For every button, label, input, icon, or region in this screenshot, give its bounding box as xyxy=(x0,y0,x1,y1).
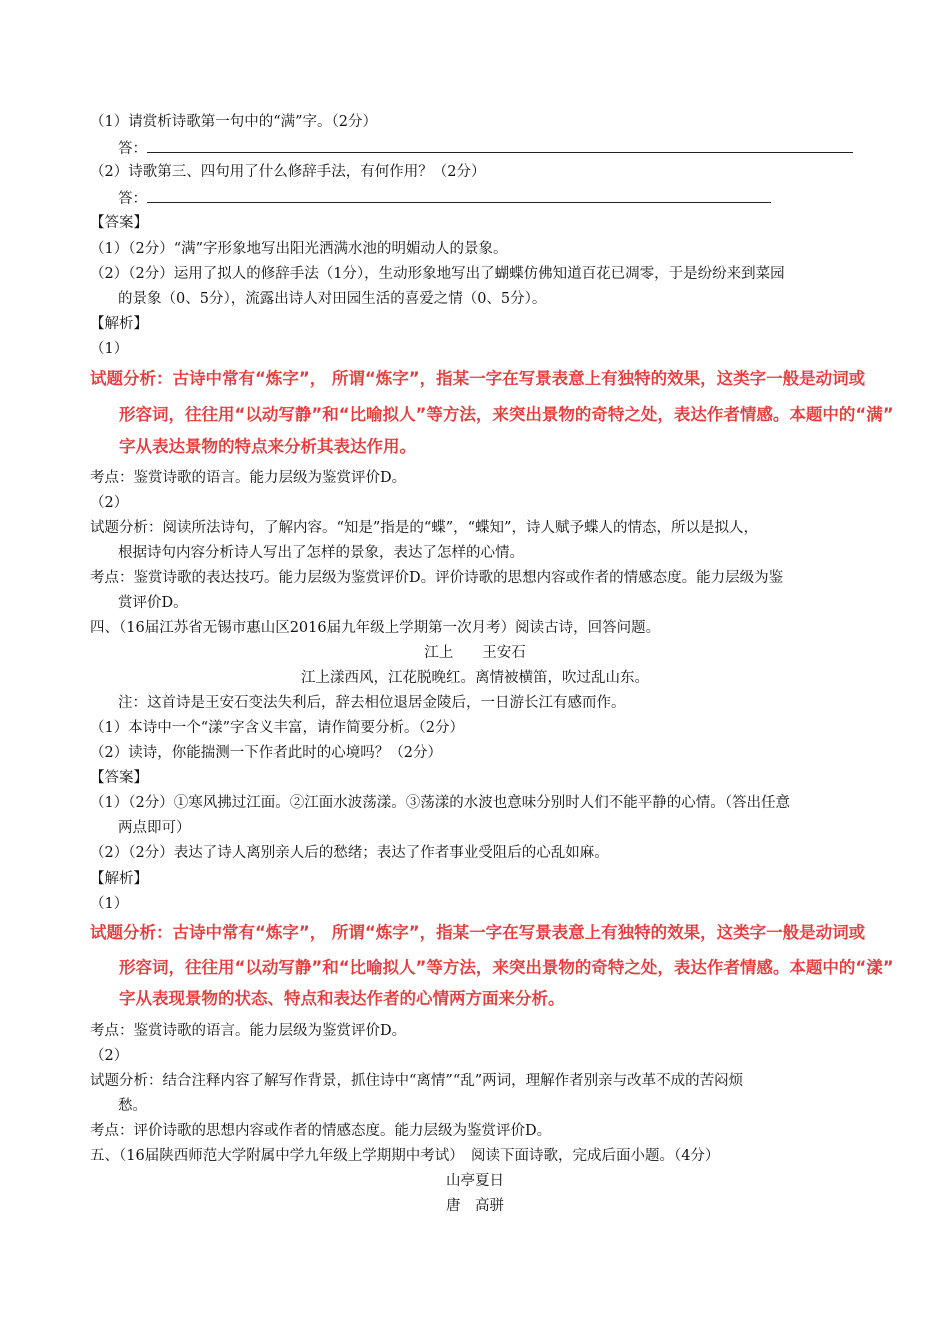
answer-blank[interactable] xyxy=(147,188,771,203)
analysis-red-line-3: 字从表现景物的状态、特点和表达作者的心情两方面来分析。 xyxy=(119,989,565,1008)
analysis-2-line-1: 试题分析：阅读所法诗句，了解内容。“知是”指是的“蝶”，“蝶知”，诗人赋予蝶人的情态，所以是拟人， xyxy=(90,520,758,536)
answer-prompt: 答： xyxy=(118,141,147,157)
poem-title: 山亭夏日 xyxy=(446,1173,504,1189)
analysis-2-line-1: 试题分析：结合注释内容了解写作背景，抓住诗中“离情”“乱”两词，理解作者别亲与改革不成的苦闷烦 xyxy=(90,1073,744,1089)
answer-2: （2）（2分）表达了诗人离别亲人后的愁绪；表达了作者事业受阻后的心乱如麻。 xyxy=(90,845,609,861)
analysis-header: 【解析】 xyxy=(90,871,148,887)
answer-blank[interactable] xyxy=(147,138,853,153)
analysis-red-line-2: 形容词，往往用“以动写静”和“比喻拟人”等方法，来突出景物的奇特之处，表达作者情感。本题中的“漾” xyxy=(119,958,894,977)
question-1: （1）请赏析诗歌第一句中的“满”字。（2分） xyxy=(90,114,378,130)
poem-title: 江上 王安石 xyxy=(424,645,526,661)
analysis-2-line-2: 根据诗句内容分析诗人写出了怎样的景象，表达了怎样的心情。 xyxy=(118,545,524,561)
answer-header: 【答案】 xyxy=(90,215,148,231)
analysis-red-line-3: 字从表达景物的特点来分析其表达作用。 xyxy=(119,437,416,456)
answer-header: 【答案】 xyxy=(90,770,148,786)
question-1: （1）本诗中一个“漾”字含义丰富，请作简要分析。（2分） xyxy=(90,720,465,736)
analysis-2-line-2: 愁。 xyxy=(118,1098,147,1114)
kaodian-1: 考点：鉴赏诗歌的语言。能力层级为鉴赏评价D。 xyxy=(90,470,407,486)
answer-line-1 xyxy=(118,138,853,159)
part-label: （1） xyxy=(90,341,129,357)
question-2: （2）读诗，你能揣测一下作者此时的心境吗？（2分） xyxy=(90,745,442,761)
analysis-red-line-2: 形容词，往往用“以动写静”和“比喻拟人”等方法，来突出景物的奇特之处，表达作者情感。本题中的“满” xyxy=(119,405,894,424)
answer-prompt: 答： xyxy=(118,191,147,207)
part-label: （2） xyxy=(90,1048,129,1064)
answer-2-line-1: （2）（2分）运用了拟人的修辞手法（1分），生动形象地写出了蝴蝶仿佛知道百花已凋零，于是纷纷来到菜园 xyxy=(90,266,785,282)
part-label: （1） xyxy=(90,896,129,912)
kaodian-2: 考点：评价诗歌的思想内容或作者的情感态度。能力层级为鉴赏评价D。 xyxy=(90,1123,552,1139)
kaodian-2-line-2: 赏评价D。 xyxy=(118,595,188,611)
answer-1-line-2: 两点即可） xyxy=(118,820,191,836)
kaodian-2-line-1: 考点：鉴赏诗歌的表达技巧。能力层级为鉴赏评价D。评价诗歌的思想内容或作者的情感态度。能力层级为鉴 xyxy=(90,570,784,586)
poem-body: 江上漾西风，江花脱晚红。离情被横笛，吹过乱山东。 xyxy=(301,670,649,686)
poem-author: 唐 高骈 xyxy=(446,1198,504,1214)
analysis-red-line-1: 试题分析：古诗中常有“炼字”， 所谓“炼字”，指某一字在写景表意上有独特的效果，这类字一般是动词或 xyxy=(90,923,866,942)
question-2: （2）诗歌第三、四句用了什么修辞手法，有何作用？（2分） xyxy=(90,164,486,180)
section-5-header: 五、（16届陕西师范大学附属中学九年级上学期期中考试） 阅读下面诗歌，完成后面小题。（4分） xyxy=(90,1148,720,1164)
analysis-header: 【解析】 xyxy=(90,316,148,332)
poem-note: 注：这首诗是王安石变法失利后，辞去相位退居金陵后，一日游长江有感而作。 xyxy=(118,695,626,711)
answer-1: （1）（2分）“满”字形象地写出阳光洒满水池的明媚动人的景象。 xyxy=(90,241,508,257)
kaodian-1: 考点：鉴赏诗歌的语言。能力层级为鉴赏评价D。 xyxy=(90,1023,407,1039)
part-label: （2） xyxy=(90,495,129,511)
answer-line-2 xyxy=(118,188,771,209)
section-4-header: 四、（16届江苏省无锡市惠山区2016届九年级上学期第一次月考）阅读古诗，回答问题。 xyxy=(90,620,661,636)
analysis-red-line-1: 试题分析：古诗中常有“炼字”， 所谓“炼字”，指某一字在写景表意上有独特的效果，这类字一般是动词或 xyxy=(90,369,866,388)
answer-2-line-2: 的景象（0、5分），流露出诗人对田园生活的喜爱之情（0、5分）。 xyxy=(118,291,547,307)
answer-1-line-1: （1）（2分）①寒风拂过江面。②江面水波荡漾。③荡漾的水波也意味分别时人们不能平静的心情。（答出任意 xyxy=(90,795,790,811)
